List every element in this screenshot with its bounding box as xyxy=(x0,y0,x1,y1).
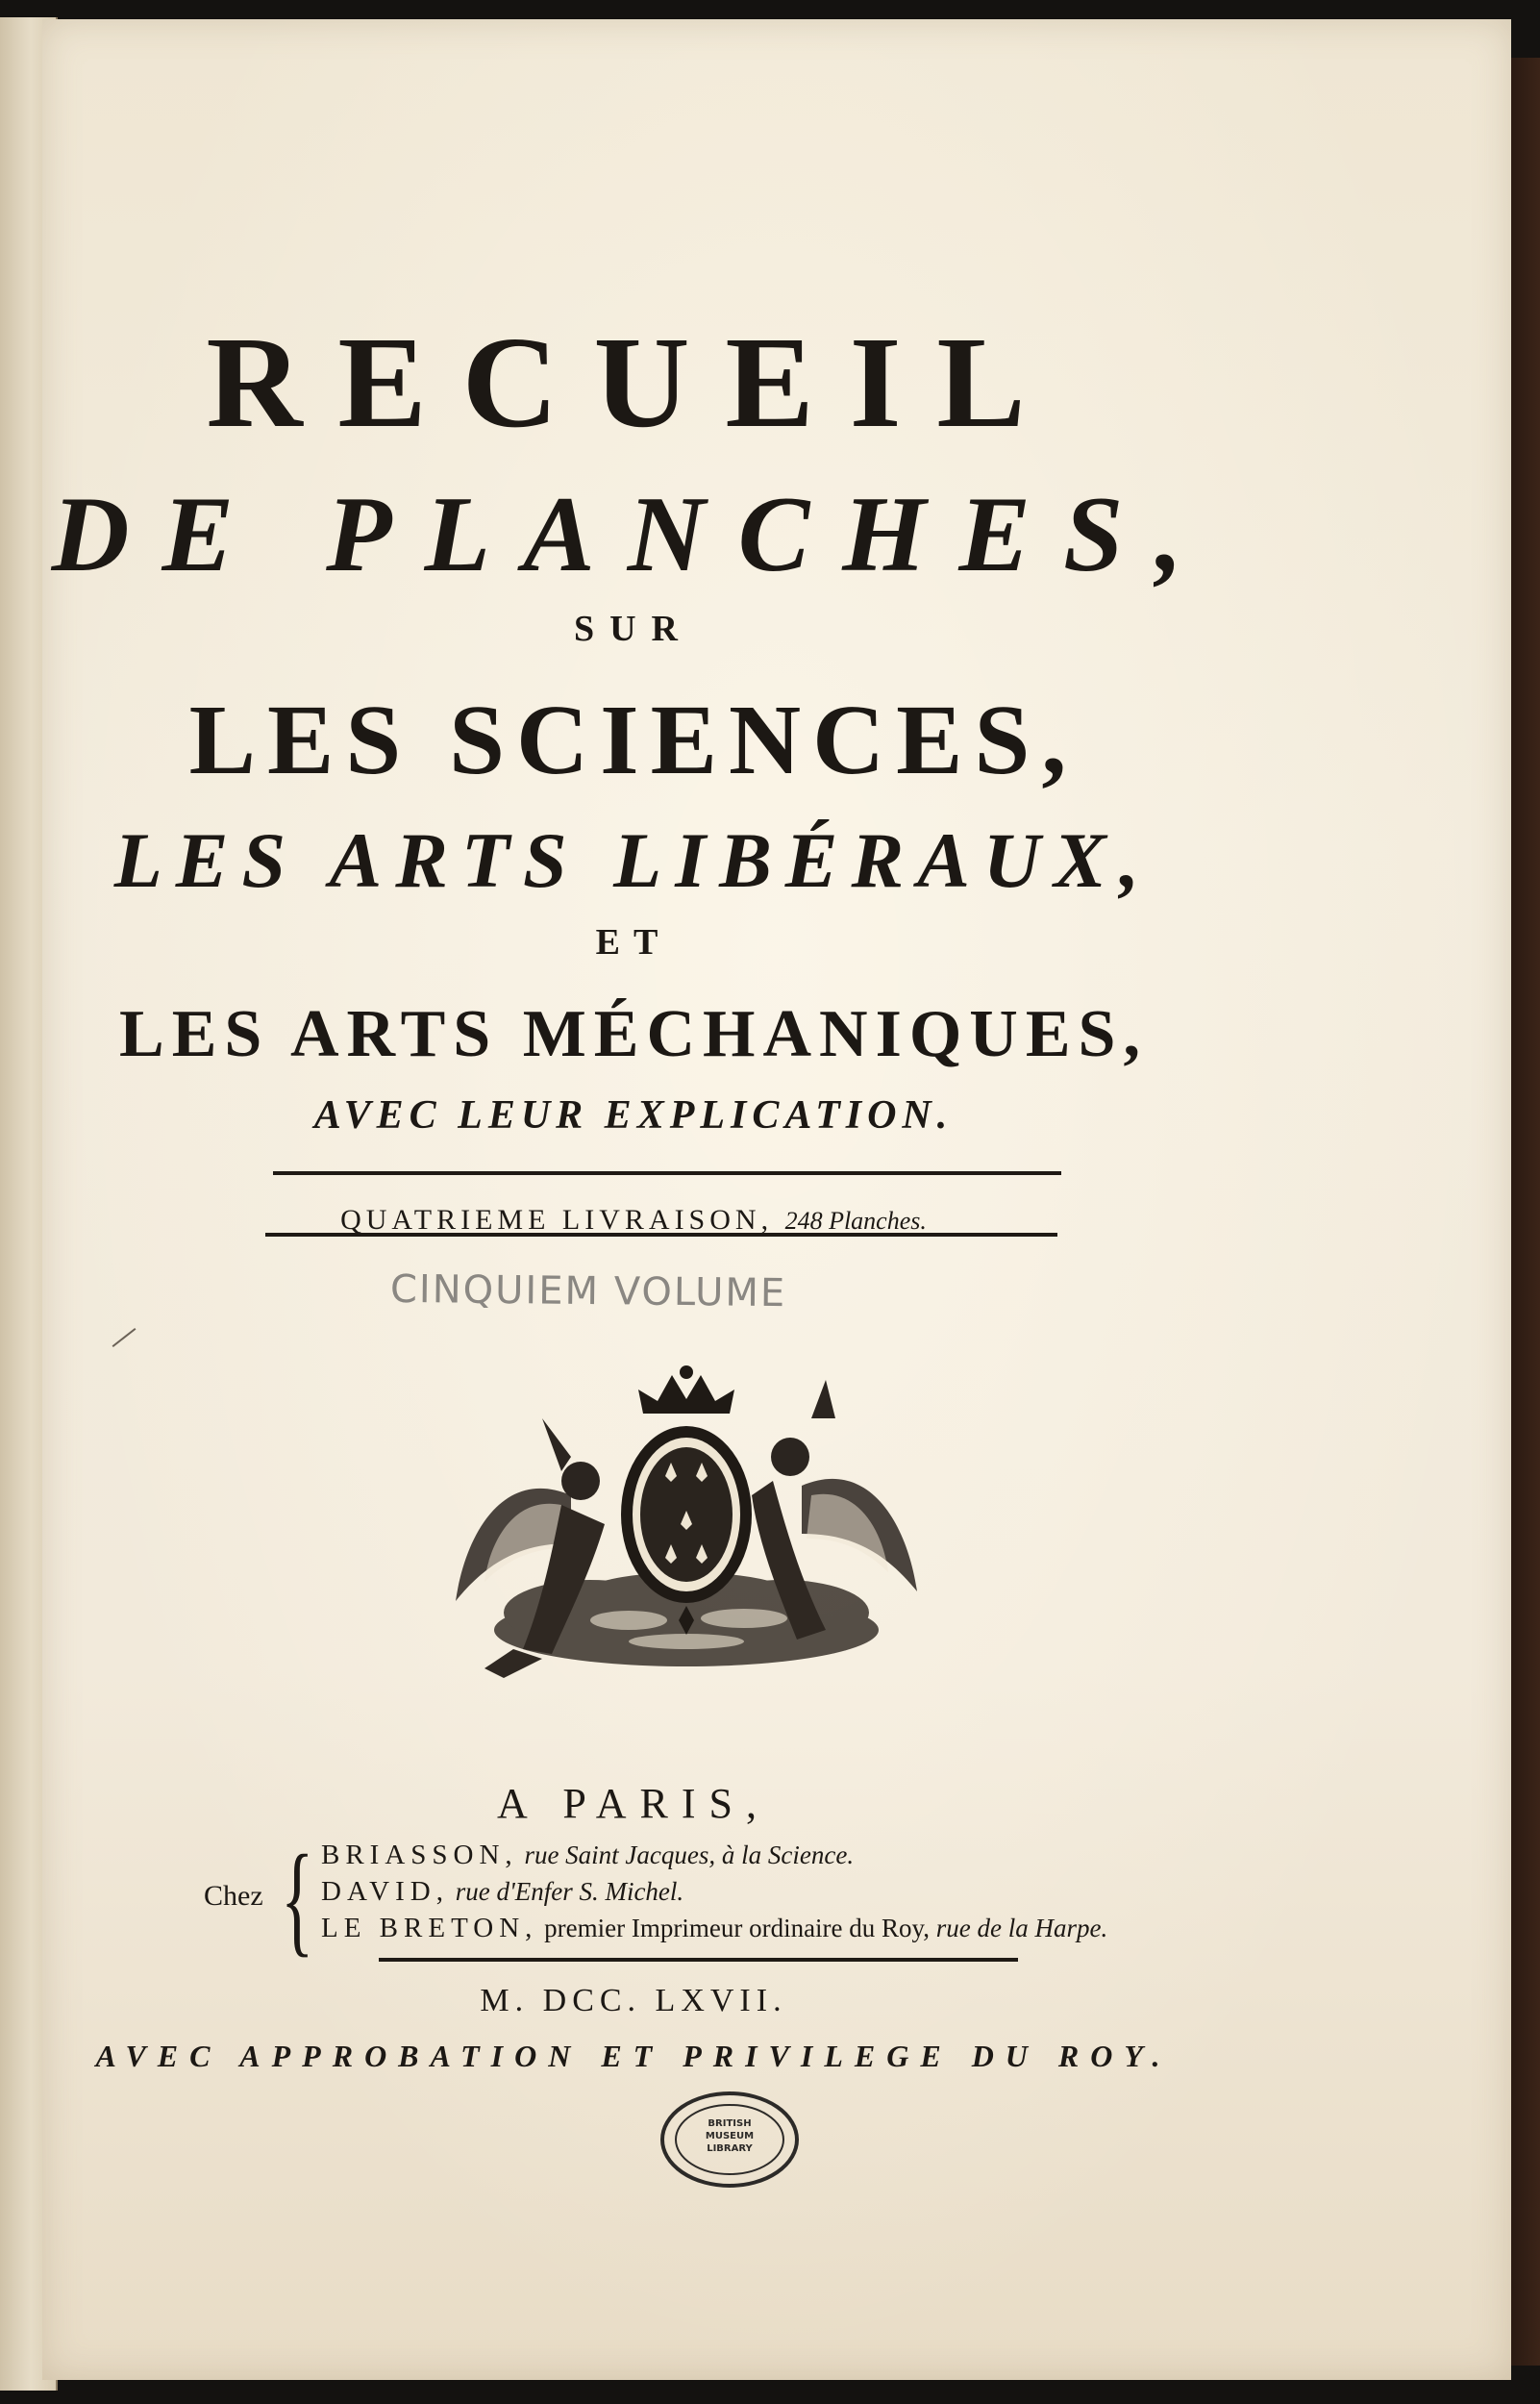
stamp-line: BRITISH xyxy=(708,2118,752,2129)
handwritten-note: CINQUIEM VOLUME xyxy=(389,1266,787,1316)
stamp-text xyxy=(658,2117,802,2155)
royal-arms-emblem xyxy=(446,1361,927,1688)
printer-address: rue Saint Jacques, à la Science. xyxy=(524,1841,855,1869)
title-recueil: RECUEIL xyxy=(206,311,1061,455)
printer-briasson xyxy=(321,1840,854,1871)
title-arts-mechaniques: LES ARTS MÉCHANIQUES, xyxy=(119,997,1148,1071)
printer-address: rue de la Harpe. xyxy=(935,1914,1108,1942)
printer-address: rue d'Enfer S. Michel. xyxy=(455,1877,684,1906)
livraison-sub: 248 Planches. xyxy=(784,1207,927,1235)
imprint-privilege: AVEC APPROBATION ET PRIVILEGE DU ROY. xyxy=(95,2039,1172,2073)
ink-scratch xyxy=(112,1328,137,1347)
imprint-city: A PARIS, xyxy=(496,1780,771,1827)
imprint-year: M. DCC. LXVII. xyxy=(480,1983,787,2018)
title-sur: SUR xyxy=(573,609,694,649)
title-les-sciences: LES SCIENCES, xyxy=(188,685,1079,795)
imprint-brace: { xyxy=(281,1830,314,1968)
printer-name: LE BRETON, xyxy=(321,1913,538,1943)
title-page xyxy=(42,19,1511,2380)
rule-bottom xyxy=(265,1233,1057,1237)
title-de-planches: DE PLANCHES, xyxy=(51,475,1216,594)
printer-role: premier Imprimeur ordinaire du Roy, xyxy=(544,1914,931,1942)
title-et: ET xyxy=(595,922,672,963)
title-explication: AVEC LEUR EXPLICATION. xyxy=(313,1093,954,1138)
livraison-main: QUATRIEME LIVRAISON, xyxy=(340,1204,774,1236)
stamp-line: LIBRARY xyxy=(707,2143,753,2154)
stamp-line: MUSEUM xyxy=(705,2131,755,2141)
rule-imprint xyxy=(379,1958,1018,1962)
printer-name: DAVID, xyxy=(321,1876,449,1907)
livraison-line xyxy=(42,1204,1225,1237)
printer-le-breton xyxy=(321,1913,1107,1944)
printer-david xyxy=(321,1876,683,1908)
rule-top xyxy=(273,1171,1061,1175)
title-arts-liberaux: LES ARTS LIBÉRAUX, xyxy=(113,816,1154,904)
book-cover-edge xyxy=(1511,58,1540,2366)
library-stamp xyxy=(658,2089,802,2191)
imprint-chez: Chez xyxy=(204,1880,263,1912)
printer-name: BRIASSON, xyxy=(321,1840,518,1870)
